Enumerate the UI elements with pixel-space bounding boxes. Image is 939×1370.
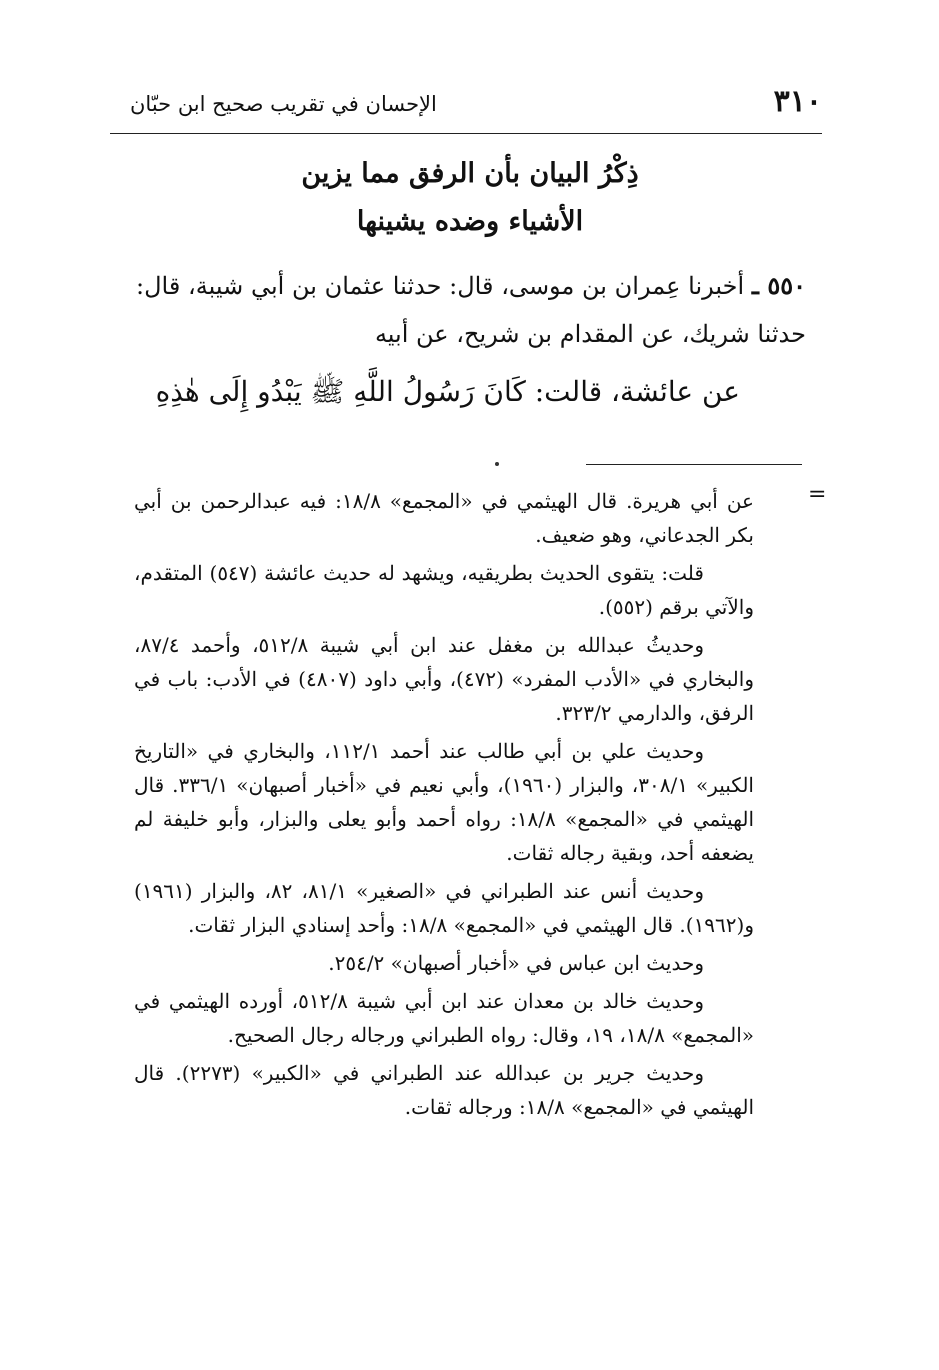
chapter-heading bbox=[140, 150, 800, 246]
footnote-separator bbox=[586, 464, 802, 465]
footnote-paragraph: وحديث ابن عباس في «أخبار أصبهان» ٢٥٤/٢. bbox=[328, 951, 704, 975]
chapter-heading-line-2: الأشياء وضده يشينها bbox=[356, 206, 584, 237]
footnote-paragraph: وحديث جرير بن عبدالله عند الطبراني في «الكبير» (٢٢٧٣). قال الهيثمي في «المجمع» ١٨/٨: ورجاله ثقات. bbox=[134, 1061, 754, 1119]
chapter-heading-line-1: ذِكْرُ البيان بأن الرفق مما يزين bbox=[301, 158, 639, 189]
footnote-paragraph: وحديث أنس عند الطبراني في «الصغير» ٨١/١، ٨٢، والبزار (١٩٦١) و(١٩٦٢). قال الهيثمي في «المجمع» ١٨/٨: وأحد إسنادي البزار ثقات. bbox=[134, 879, 754, 937]
hadith-isnad: أخبرنا عِمران بن موسى، قال: حدثنا عثمان بن أبي شيبة، قال: حدثنا شريك، عن المقدام بن شريح، عن أبيه bbox=[136, 272, 806, 348]
header-rule bbox=[110, 133, 822, 134]
footnote-paragraph: وحديثُ عبدالله بن مغفل عند ابن أبي شيبة ٥١٢/٨، وأحمد ٨٧/٤، والبخاري في «الأدب المفرد» (٤٧٢)، وأبي داود (٤٨٠٧) في الأدب: باب في الرفق، والدارمي ٣٢٣/٢. bbox=[134, 633, 754, 725]
footnotes bbox=[134, 484, 754, 1128]
footnote-paragraph: وحديث علي بن أبي طالب عند أحمد ١١٢/١، والبخاري في «التاريخ الكبير» ٣٠٨/١، والبزار (١٩٦٠)، وأبي نعيم في «أخبار أصبهان» ٣٣٦/١. قال الهيثمي في «المجمع» ١٨/٨: رواه أحمد وأبو يعلى والبزار، وأبو خليفة لم يضعفه أحد، وبقية رجاله ثقات. bbox=[134, 739, 754, 865]
footnote-paragraph: قلت: يتقوى الحديث بطريقيه، ويشهد له حديث عائشة (٥٤٧) المتقدم، والآتي برقم (٥٥٢). bbox=[134, 561, 754, 619]
footnote-paragraph: وحديث خالد بن معدان عند ابن أبي شيبة ٥١٢/٨، أورده الهيثمي في «المجمع» ١٨/٨، ١٩، وقال: رواه الطبراني ورجاله رجال الصحيح. bbox=[134, 989, 754, 1047]
hadith-text bbox=[136, 262, 806, 358]
page-number: ٣١٠ bbox=[773, 84, 822, 119]
footnote-continuation-marker: = bbox=[808, 482, 827, 507]
hadith-matn-line: عن عائشة، قالت: كَانَ رَسُولُ اللَّهِ ﷺ يَبْدُو إِلَى هٰذِهِ bbox=[155, 375, 740, 408]
footnote-paragraph: عن أبي هريرة. قال الهيثمي في «المجمع» ١٨/٨: فيه عبدالرحمن بن أبي بكر الجدعاني، وهو ضعيف. bbox=[134, 489, 754, 547]
page-dot-mark bbox=[495, 462, 499, 466]
running-title: الإحسان في تقريب صحيح ابن حبّان bbox=[130, 92, 437, 116]
page-header bbox=[110, 84, 822, 130]
hadith-number: ٥٥٠ ـ bbox=[751, 271, 806, 300]
